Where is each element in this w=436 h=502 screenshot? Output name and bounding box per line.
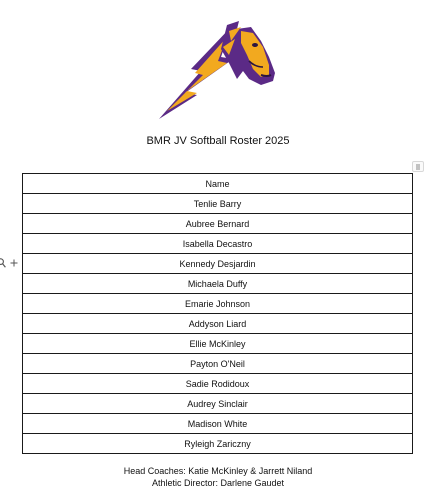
table-row xyxy=(23,274,413,294)
table-row xyxy=(23,394,413,414)
roster-table xyxy=(22,173,413,454)
table-row xyxy=(23,334,413,354)
mustang-logo-icon xyxy=(157,19,277,121)
athletic-director-line: Athletic Director: Darlene Gaudet xyxy=(151,478,285,488)
table-header-row xyxy=(23,174,413,194)
table-row xyxy=(23,254,413,274)
add-row-icon[interactable] xyxy=(10,259,18,267)
table-row xyxy=(23,374,413,394)
player-name-cell[interactable]: Sadie Rodidoux xyxy=(23,374,413,394)
table-row xyxy=(23,314,413,334)
player-name-cell[interactable]: Emarie Johnson xyxy=(23,294,413,314)
player-name-cell[interactable]: Ellie McKinley xyxy=(23,334,413,354)
table-row xyxy=(23,354,413,374)
head-coaches-line: Head Coaches: Katie McKinley & Jarrett Niland xyxy=(123,466,313,476)
player-name-cell[interactable]: Madison White xyxy=(23,414,413,434)
table-row xyxy=(23,194,413,214)
table-row xyxy=(23,234,413,254)
drag-grip-icon xyxy=(416,164,420,170)
player-name-cell[interactable]: Payton O'Neil xyxy=(23,354,413,374)
player-name-cell[interactable]: Addyson Liard xyxy=(23,314,413,334)
player-name-cell[interactable]: Audrey Sinclair xyxy=(23,394,413,414)
table-row xyxy=(23,294,413,314)
player-name-cell[interactable]: Michaela Duffy xyxy=(23,274,413,294)
name-column-header[interactable]: Name xyxy=(23,174,413,194)
player-name-cell[interactable]: Aubree Bernard xyxy=(23,214,413,234)
table-row xyxy=(23,214,413,234)
document-title: BMR JV Softball Roster 2025 xyxy=(146,135,290,147)
player-name-cell[interactable]: Ryleigh Zariczny xyxy=(23,434,413,454)
footer xyxy=(0,465,436,489)
player-name-cell[interactable]: Tenlie Barry xyxy=(23,194,413,214)
table-row xyxy=(23,414,413,434)
player-name-cell[interactable]: Kennedy Desjardin xyxy=(23,254,413,274)
row-toolbar xyxy=(0,256,18,270)
zoom-icon[interactable] xyxy=(0,258,6,268)
player-name-cell[interactable]: Isabella Decastro xyxy=(23,234,413,254)
table-row xyxy=(23,434,413,454)
table-drag-handle[interactable] xyxy=(412,161,424,172)
